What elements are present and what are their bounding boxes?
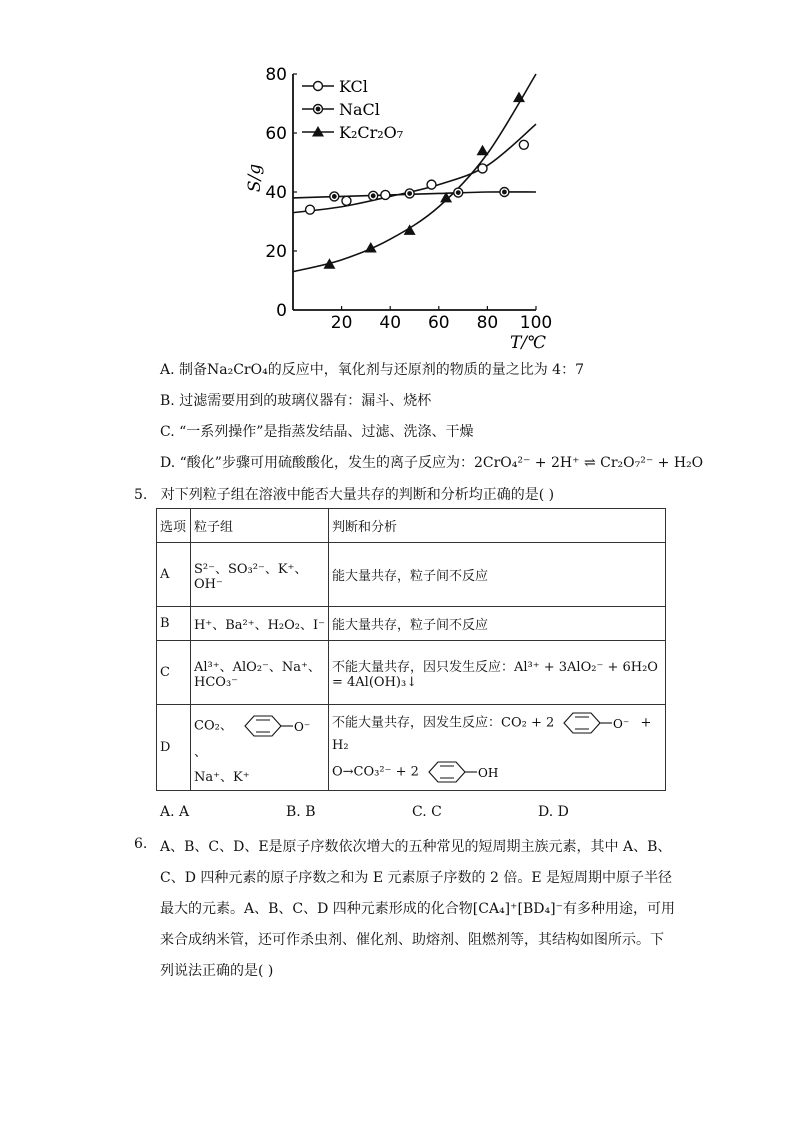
row-ions: S²⁻、SO₃²⁻、K⁺、OH⁻ [191,543,329,607]
kcl-point [314,82,323,91]
row-analysis: 能大量共存，粒子间不反应 [329,607,666,641]
nacl-point-core [316,107,321,112]
y-tick-label: 20 [265,242,287,262]
row-analysis: 不能大量共存，因发生反应：CO₂ + 2 O⁻ + H₂ O→CO₃²⁻ + 2 OH [329,705,666,791]
row-ions: Al³⁺、AlO₂⁻、Na⁺、HCO₃⁻ [191,641,329,705]
kcl-point [306,205,315,214]
phenoxide-label: O⁻ [293,719,311,734]
header-analysis: 判断和分析 [329,509,666,543]
k2cr2o7-point [477,145,489,156]
q4-option-b: B. 过滤需要用到的玻璃仪器有：漏斗、烧杯 [160,393,432,409]
answer-d: D. D [538,804,569,820]
table-row [157,705,666,791]
row-option: A [157,543,191,607]
q6-number: 6. [134,836,148,852]
nacl-point-core [502,190,507,195]
series-line [293,74,536,272]
x-tick-label: 20 [330,313,353,333]
chart-legend [302,77,403,142]
phenoxide-structure [558,708,636,738]
q5-stem: 5. 对下列粒子组在溶液中能否大量共存的判断和分析均正确的是( ) [134,487,555,503]
row-analysis: 能大量共存，粒子间不反应 [329,543,666,607]
kcl-point [342,196,351,205]
table-row [157,543,666,607]
y-axis-label: S/g [245,163,265,193]
nacl-point-core [407,191,412,196]
row-option: B [157,607,191,641]
legend-label: K₂Cr₂O₇ [339,123,404,142]
legend-label: NaCl [339,100,380,119]
y-tick-label: 60 [265,124,287,144]
y-tick-label: 80 [265,65,287,85]
k2cr2o7-point [323,258,335,269]
y-tick-label: 0 [276,301,287,321]
x-tick-label: 60 [427,313,450,333]
x-tick-label: 100 [519,313,553,333]
row-ions: H⁺、Ba²⁺、H₂O₂、I⁻ [191,607,329,641]
solubility-chart [236,60,556,360]
chart-curves [293,74,536,272]
q6-line: C、D 四种元素的原子序数之和为 E 元素原子序数的 2 倍。E 是短周期中原子半径 [160,870,672,886]
table-header-row [157,509,666,543]
kcl-point [478,164,487,173]
legend-label: KCl [339,77,368,96]
kcl-point [427,180,436,189]
q5-answer-choices [160,804,664,820]
answer-b: B. B [286,804,316,820]
x-axis-label: T/℃ [509,333,547,353]
kcl-point [381,190,390,199]
nacl-point-core [371,193,376,198]
table-row [157,607,666,641]
q6-line: 来合成纳米管，还可作杀虫剂、催化剂、助熔剂、阻燃剂等，其结构如图所示。下 [160,932,664,948]
q5-table [156,508,666,791]
svg-text:O⁻: O⁻ [613,717,630,731]
row-analysis: 不能大量共存，因只发生反应：Al³⁺ + 3AlO₂⁻ + 6H₂O = 4Al(OH)₃↓ [329,641,666,705]
header-option: 选项 [157,509,191,543]
phenoxide-structure [237,711,315,741]
answer-c: C. C [412,804,442,820]
header-ions: 粒子组 [191,509,329,543]
q6-line: 列说法正确的是( ) [160,963,274,979]
y-tick-label: 40 [265,183,287,203]
nacl-point-core [332,194,337,199]
q4-option-c: C. “一系列操作”是指蒸发结晶、过滤、洗涤、干燥 [160,424,474,440]
nacl-point-core [456,190,461,195]
row-ions: CO₂、 O⁻ 、 Na⁺、K⁺ [191,705,329,791]
chart-axes [245,65,552,353]
row-option: C [157,641,191,705]
series-line [293,124,536,212]
q4-option-a: A. 制备Na₂CrO₄的反应中，氧化剂与还原剂的物质的量之比为 4：7 [160,362,584,378]
phenol-label: OH [478,766,499,780]
k2cr2o7-point [312,126,324,137]
answer-a: A. A [160,804,190,820]
phenol-structure [423,757,503,787]
q6-line: A、B、C、D、E是原子序数依次增大的五种常见的短周期主族元素，其中 A、B、 [160,839,672,855]
x-tick-label: 80 [476,313,499,333]
row-option: D [157,705,191,791]
table-row [157,641,666,705]
kcl-point [519,140,528,149]
q6-line: 最大的元素。A、B、C、D 四种元素形成的化合物[CA₄]⁺[BD₄]⁻有多种用途，可用 [160,901,675,917]
q4-option-d: D. “酸化”步骤可用硫酸酸化，发生的离子反应为：2CrO₄²⁻ + 2H⁺ ⇌ Cr₂O₇²⁻ + H₂O [160,455,704,471]
x-tick-label: 40 [379,313,402,333]
